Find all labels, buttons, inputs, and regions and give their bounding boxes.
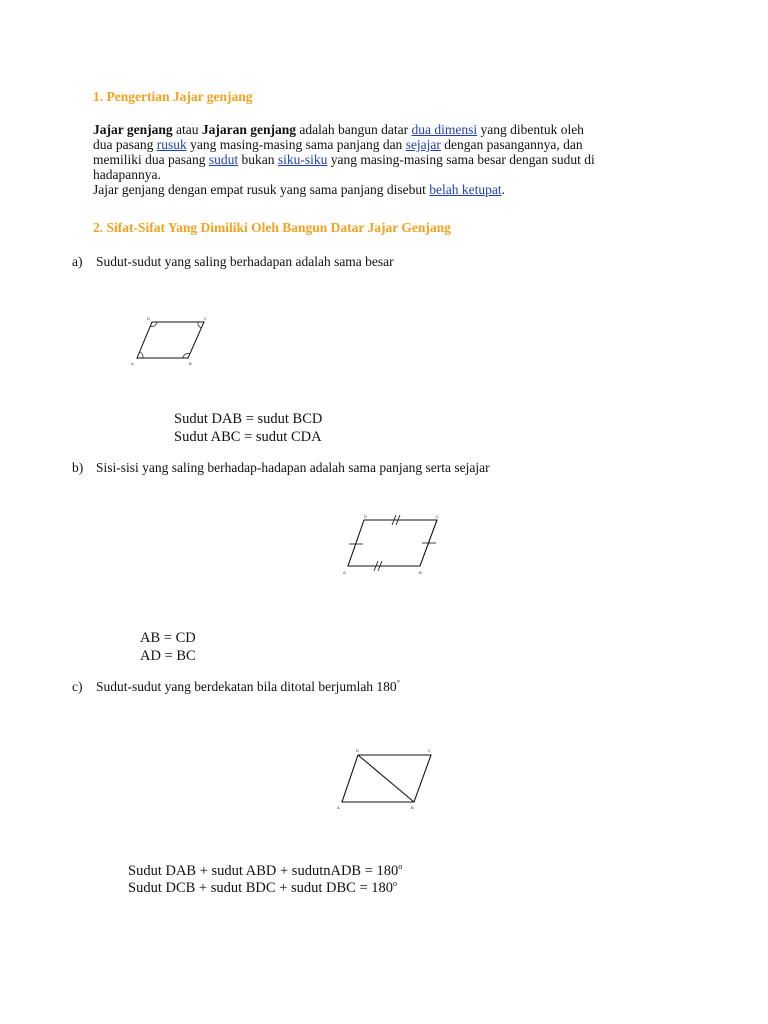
section-2-heading: 2. Sifat-Sifat Yang Dimiliki Oleh Bangun Datar Jajar Genjang (93, 220, 451, 235)
vertex-label-a: A (131, 361, 134, 366)
paragraph-line (93, 167, 693, 182)
text-run: adalah bangun datar (296, 122, 412, 137)
paragraph-line (93, 152, 693, 167)
angle-mark-c (198, 322, 201, 328)
item-a-marker: a) (72, 254, 83, 269)
item-c-marker: c) (72, 679, 83, 694)
section-1-heading: 1. Pengertian Jajar genjang (93, 89, 253, 104)
equation-c-2: Sudut DCB + sudut BDC + sudut DBC = $180^o$ (128, 879, 398, 896)
text-run: . (501, 182, 506, 197)
vertex-label-a: A (343, 570, 346, 575)
vertex-label-b: B (419, 570, 422, 575)
vertex-label-d: D (356, 748, 359, 753)
paragraph-line (93, 122, 693, 137)
parallelogram-figure-b (340, 510, 450, 580)
equation-c-1: Sudut DAB + sudut ABD + sudutnADB = $180^o$ (128, 862, 403, 879)
text-run: hadapannya. (93, 167, 161, 182)
paragraph-line (93, 137, 693, 152)
text-run: bukan (238, 152, 278, 167)
diagonal-db (358, 755, 414, 802)
text-run: yang dibentuk oleh (477, 122, 584, 137)
equation-a-2: Sudut ABC = sudut CDA (174, 429, 322, 445)
degree-symbol: ° (396, 678, 400, 688)
vertex-label-a: A (337, 805, 340, 810)
equation-b-2: AD = BC (140, 648, 196, 664)
item-a-text: Sudut-sudut yang saling berhadapan adalah sama besar (96, 254, 394, 269)
item-c-text: Sudut-sudut yang berdekatan bila ditotal berjumlah 180° (96, 678, 400, 694)
bold-term: Jajaran genjang (201, 122, 296, 137)
vertex-label-d: D (147, 316, 150, 321)
equation-a-1: Sudut DAB = sudut BCD (174, 411, 323, 427)
item-b-text: Sisi-sisi yang saling berhadap-hadapan adalah sama panjang serta sejajar (96, 460, 490, 475)
link-rusuk[interactable]: rusuk (156, 137, 187, 152)
parallelogram-figure-a (128, 315, 218, 370)
vertex-label-c: C (428, 748, 431, 753)
vertex-label-c: C (436, 514, 439, 519)
text-run: atau (172, 122, 202, 137)
link-belah-ketupat[interactable]: belah ketupat (429, 182, 502, 197)
link-dua-dimensi[interactable]: dua dimensi (411, 122, 478, 137)
definition-paragraph (93, 122, 693, 197)
vertex-label-c: C (204, 316, 207, 321)
text-run: dua pasang (93, 137, 157, 152)
item-b-marker: b) (72, 460, 84, 475)
text-run: Jajar genjang dengan empat rusuk yang sama panjang disebut (93, 182, 430, 197)
parallelogram-figure-c (334, 745, 439, 820)
vertex-label-b: B (189, 361, 192, 366)
vertex-label-b: B (411, 805, 414, 810)
text-run: yang masing-masing sama besar dengan sudut di (327, 152, 595, 167)
vertex-label-d: D (364, 514, 367, 519)
text-run: yang masing-masing sama panjang dan (186, 137, 406, 152)
link-sejajar[interactable]: sejajar (405, 137, 441, 152)
link-sudut[interactable]: sudut (208, 152, 239, 167)
text-run: memiliki dua pasang (93, 152, 209, 167)
text-run: dengan pasangannya, dan (440, 137, 583, 152)
link-siku-siku[interactable]: siku-siku (277, 152, 328, 167)
equation-b-1: AB = CD (140, 630, 196, 646)
paragraph-line (93, 182, 693, 197)
bold-term: Jajar genjang (93, 122, 173, 137)
angle-mark-a (140, 352, 143, 358)
